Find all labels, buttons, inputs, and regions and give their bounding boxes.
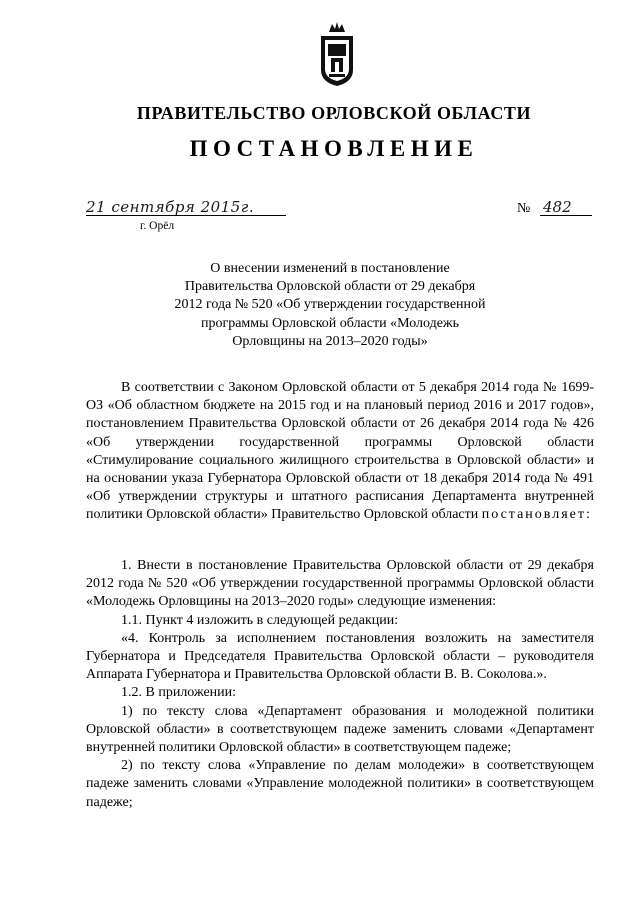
- number-label: №: [517, 201, 531, 216]
- handwritten-number: 482: [543, 198, 572, 216]
- item-1: 1. Внести в постановление Правительства Орловской области от 29 декабря 2012 года № 520 «Об утверждении государственной программы Орловской области «Молодежь Орловщины на 2013–2020 годы» следующие изменения:: [86, 558, 594, 610]
- subject-block: [150, 260, 510, 351]
- subject-line: О внесении изменений в постановление: [210, 261, 450, 276]
- item-1-2-2: 2) по тексту слова «Управление по делам молодежи» в соответствующем падеже заменить словами «Управление молодежной политики» в соответствующем падеже;: [86, 758, 594, 810]
- decree-items: [86, 557, 594, 812]
- city: г. Орёл: [140, 220, 175, 232]
- item-1-1: 1.1. Пункт 4 изложить в следующей редакции:: [121, 612, 399, 628]
- item-1-2: 1.2. В приложении:: [121, 685, 237, 701]
- orel-oblast-coat-of-arms-icon: [317, 20, 357, 88]
- item-1-2-1: 1) по тексту слова «Департамент образования и молодежной политики Орловской области» в соответствующем падеже заменить словами «Департамент внутренней политики Орловской области» в соответствующем падеже;: [86, 703, 594, 756]
- number-underline: [540, 215, 592, 216]
- subject-line: Правительства Орловской области от 29 декабря: [184, 279, 476, 295]
- decree-word: постановляет:: [481, 507, 592, 523]
- preamble-paragraph: [86, 379, 594, 525]
- document-type: ПОСТАНОВЛЕНИЕ: [189, 136, 479, 161]
- subject-line: Орловщины на 2013–2020 годы»: [232, 333, 428, 349]
- handwritten-date: 21 сентября 2015г.: [86, 198, 255, 216]
- subject-line: программы Орловской области «Молодежь: [200, 315, 459, 331]
- item-1-1-text: «4. Контроль за исполнением постановления возложить на заместителя Губернатора и Председателя Правительства Орловской области – руководителя Аппарата Губернатора и Правительства Орловской области В. В. Соколова.».: [86, 630, 594, 683]
- subject-line: 2012 года № 520 «Об утверждении государственной: [174, 297, 486, 313]
- organization-title: ПРАВИТЕЛЬСТВО ОРЛОВСКОЙ ОБЛАСТИ: [136, 103, 532, 123]
- date-underline: [86, 215, 286, 216]
- preamble-text: В соответствии с Законом Орловской области от 5 декабря 2014 года № 1699-ОЗ «Об областном бюджете на 2015 год и на плановый период 2016 и 2017 годов», постановлением Правительства Орловской области от 26 декабря 2014 года № 426 «Об утверждении государственной программы Орловской области «Стимулирование социального жилищного строительства в Орловской области» и на основании указа Губернатора Орловской области от 18 декабря 2014 года № 491 «Об утверждении структуры и штатного расписания Департамента внутренней политики Орловской области» Правительство Орловской области: [86, 380, 594, 523]
- preamble: [86, 379, 594, 525]
